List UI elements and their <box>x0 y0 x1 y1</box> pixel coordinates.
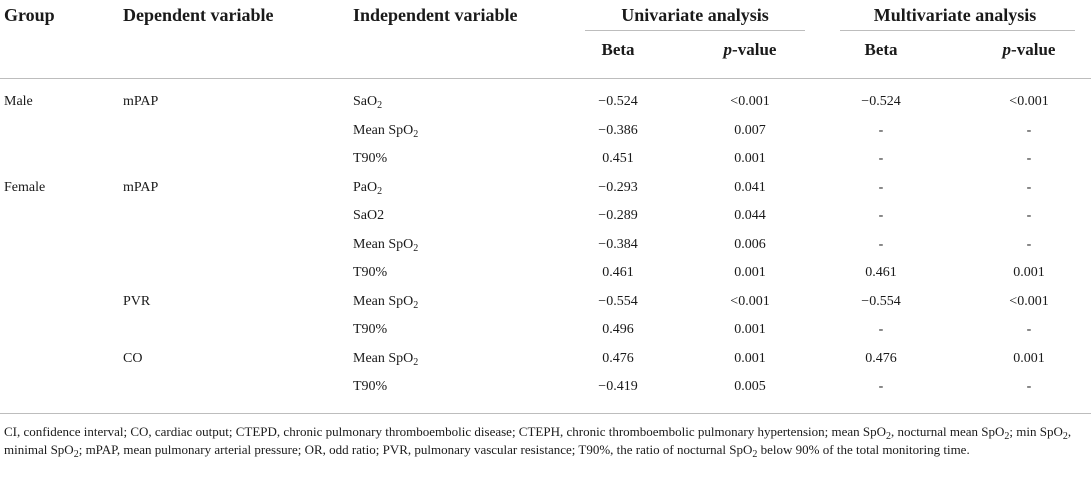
univariate-beta-cell: 0.451 <box>602 151 634 166</box>
header-multivariate-beta: Beta <box>864 40 898 59</box>
footnote-subscript: 2 <box>1062 431 1068 442</box>
independent-variable-cell: T90% <box>353 151 388 166</box>
independent-variable-cell: T90% <box>353 322 388 337</box>
univariate-p-value-cell: 0.007 <box>734 122 766 138</box>
univariate-beta-cell: 0.496 <box>602 322 634 337</box>
header-dependent-variable: Dependent variable <box>123 5 274 25</box>
multivariate-p-value-cell: <0.001 <box>1009 293 1049 309</box>
univariate-p-value-cell: <0.001 <box>730 293 770 309</box>
multivariate-beta-cell: - <box>878 151 884 166</box>
subscript: 2 <box>413 242 419 254</box>
dependent-variable-cell: PVR <box>123 293 151 309</box>
univariate-p-value-cell: 0.041 <box>734 179 766 195</box>
multivariate-p-value-cell: - <box>1026 122 1032 138</box>
p-italic: p <box>723 40 733 59</box>
dependent-variable-cell: mPAP <box>123 94 159 109</box>
group-cell: Male <box>4 94 33 109</box>
univariate-p-value-cell: 0.001 <box>734 322 766 337</box>
independent-variable-cell: Mean SpO$_2$ <box>353 236 419 254</box>
independent-variable-cell: Mean SpO$_2$ <box>353 122 419 140</box>
header-multivariate-p-value <box>1003 39 1056 61</box>
univariate-beta-cell: −0.554 <box>598 293 638 309</box>
footnote-text: , nocturnal mean SpO <box>891 424 1005 439</box>
multivariate-p-value-cell: - <box>1026 208 1032 223</box>
p-suffix: -value <box>732 40 777 59</box>
multivariate-beta-cell: 0.461 <box>865 265 897 280</box>
header-independent-variable: Independent variable <box>353 5 518 25</box>
independent-variable-cell: T90% <box>353 379 388 394</box>
univariate-p-value-cell: 0.001 <box>734 350 766 366</box>
p-suffix: -value <box>1011 40 1056 59</box>
multivariate-p-value-cell: - <box>1026 236 1032 252</box>
footnote-text: , minimal SpO <box>4 424 1072 457</box>
header-univariate-beta: Beta <box>601 40 635 59</box>
univariate-p-value-cell: 0.001 <box>734 265 766 280</box>
multivariate-p-value-cell: - <box>1026 379 1032 394</box>
header-univariate-p-value <box>724 39 777 61</box>
table-bottom-rule <box>0 413 1091 414</box>
footnote-subscript: 2 <box>752 449 758 460</box>
footnote-text: CI, confidence interval; CO, cardiac output; CTEPD, chronic pulmonary thromboembolic disease; CTEPH, chronic thromboembolic pulmonary hypertension; mean SpO <box>4 424 886 439</box>
header-rule <box>0 78 1091 79</box>
multivariate-beta-cell: - <box>878 208 884 223</box>
univariate-p-value-cell: 0.006 <box>734 236 766 252</box>
univariate-beta-cell: 0.476 <box>602 350 634 366</box>
footnote-text: ; min SpO <box>1009 424 1063 439</box>
table-footnote <box>4 423 1088 459</box>
independent-variable-cell: T90% <box>353 265 388 280</box>
multivariate-beta-cell: - <box>878 379 884 394</box>
subscript: 2 <box>377 100 383 111</box>
univariate-beta-cell: −0.384 <box>598 236 638 252</box>
multivariate-p-value-cell: 0.001 <box>1013 350 1045 366</box>
univariate-beta-cell: −0.289 <box>598 208 638 223</box>
univariate-beta-cell: −0.419 <box>598 379 638 394</box>
univariate-underline <box>585 30 805 31</box>
footnote-subscript: 2 <box>73 449 79 460</box>
multivariate-beta-cell: - <box>878 236 884 252</box>
subscript: 2 <box>413 128 419 140</box>
multivariate-underline <box>840 30 1075 31</box>
dependent-variable-cell: CO <box>123 350 143 366</box>
univariate-beta-cell: 0.461 <box>602 265 634 280</box>
multivariate-p-value-cell: <0.001 <box>1009 94 1049 109</box>
footnote-text: ; mPAP, mean pulmonary arterial pressure; OR, odd ratio; PVR, pulmonary vascular resistance; T90%, the ratio of nocturnal SpO <box>78 442 753 457</box>
p-italic: p <box>1002 40 1012 59</box>
multivariate-beta-cell: −0.554 <box>861 293 901 309</box>
multivariate-p-value-cell: - <box>1026 322 1032 337</box>
multivariate-p-value-cell: - <box>1026 151 1032 166</box>
univariate-p-value-cell: 0.001 <box>734 151 766 166</box>
multivariate-beta-cell: 0.476 <box>865 350 897 366</box>
header-multivariate-analysis: Multivariate analysis <box>873 5 1037 25</box>
subscript: 2 <box>377 185 383 197</box>
univariate-p-value-cell: 0.005 <box>734 379 766 394</box>
independent-variable-cell: SaO$_2$ <box>353 94 383 111</box>
dependent-variable-cell: mPAP <box>123 179 159 195</box>
header-group: Group <box>4 5 55 25</box>
multivariate-beta-cell: - <box>878 122 884 138</box>
independent-variable-cell: SaO2 <box>353 208 385 223</box>
footnote-subscript: 2 <box>1004 431 1010 442</box>
multivariate-p-value-cell: - <box>1026 179 1032 195</box>
independent-variable-cell: Mean SpO$_2$ <box>353 350 419 368</box>
multivariate-p-value-cell: 0.001 <box>1013 265 1045 280</box>
multivariate-beta-cell: - <box>878 322 884 337</box>
univariate-p-value-cell: <0.001 <box>730 94 770 109</box>
multivariate-beta-cell: - <box>878 179 884 195</box>
independent-variable-cell: PaO$_2$ <box>353 179 383 197</box>
univariate-beta-cell: −0.293 <box>598 179 638 195</box>
footnote-subscript: 2 <box>886 431 891 442</box>
group-cell: Female <box>4 179 46 195</box>
header-univariate-analysis: Univariate analysis <box>621 5 769 25</box>
subscript: 2 <box>413 356 419 368</box>
univariate-beta-cell: −0.524 <box>598 94 638 109</box>
univariate-beta-cell: −0.386 <box>598 122 638 138</box>
independent-variable-cell: Mean SpO$_2$ <box>353 293 419 311</box>
multivariate-beta-cell: −0.524 <box>861 94 901 109</box>
subscript: 2 <box>413 299 419 311</box>
univariate-p-value-cell: 0.044 <box>734 208 766 223</box>
footnote-text: below 90% of the total monitoring time. <box>757 442 970 457</box>
